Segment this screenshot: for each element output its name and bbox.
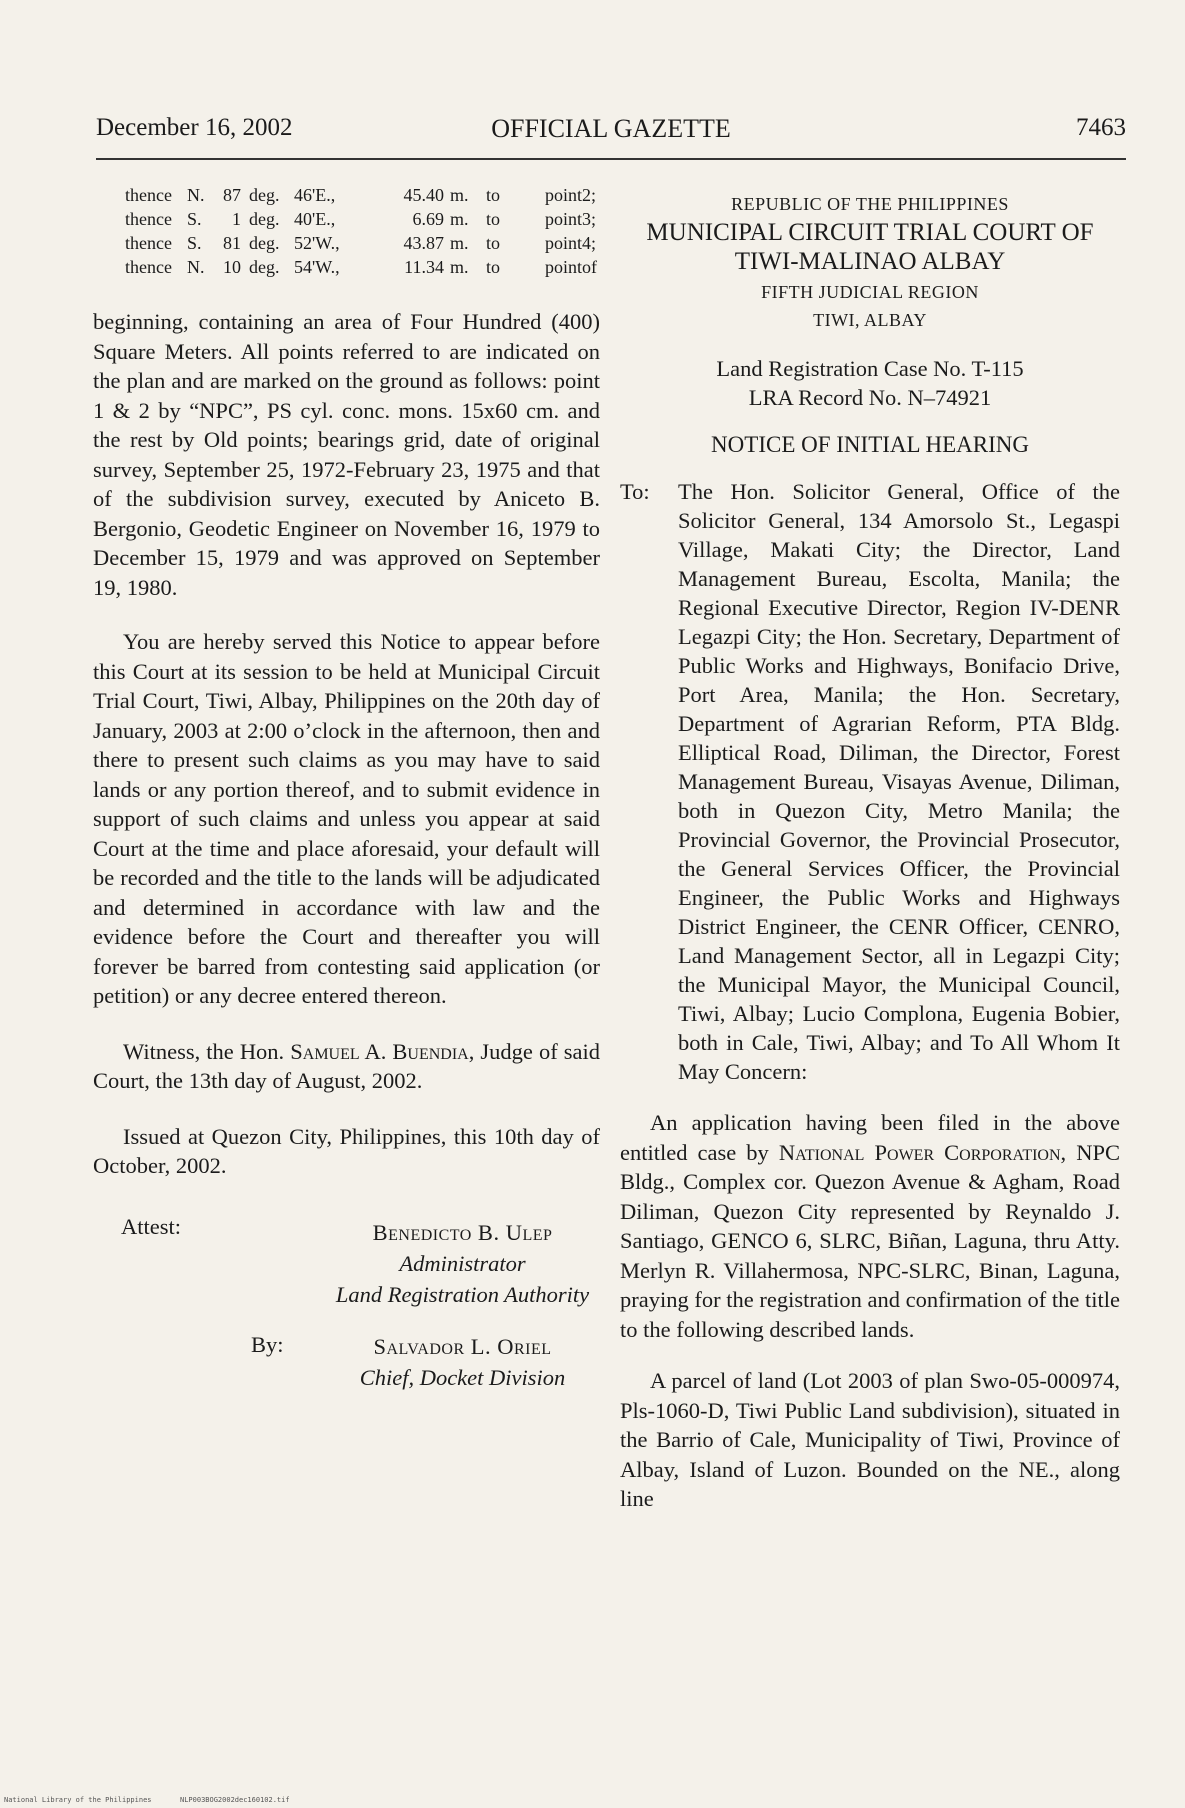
bearing-cell: 2; (582, 185, 597, 205)
bearing-cell: 10 (223, 257, 241, 277)
right-column (620, 190, 1120, 1514)
page-header (96, 108, 1126, 152)
bearing-cell: m. (450, 185, 469, 205)
bearing-cell: to (486, 257, 501, 277)
signature-block (93, 1211, 600, 1391)
bearing-cell: 81 (223, 233, 241, 253)
bearing-cell: to (486, 233, 501, 253)
addressees (620, 477, 1120, 1086)
by-name: Salvador L. Oriel (373, 1333, 552, 1359)
bearing-cell: point (544, 209, 582, 229)
header-page-number: 7463 (1076, 114, 1126, 141)
bearing-cell: to (486, 209, 501, 229)
bearing-cell: of (582, 257, 597, 277)
attest-office: Land Registration Authority (335, 1281, 590, 1307)
court-name-line2: TIWI-MALINAO ALBAY (734, 248, 1006, 275)
notice-title: NOTICE OF INITIAL HEARING (711, 432, 1029, 457)
bearing-cell: 3; (582, 209, 597, 229)
bearing-row (125, 255, 597, 279)
bearing-cell: 87 (223, 185, 241, 205)
boundary-description: beginning, containing an area of Four Hundred (400) Square Meters. All points referred to are indicated on the plan and are marked on the ground as follows: point 1 & 2 by “NPC”, PS cyl. conc. mons. 15x60 cm. and the rest by Old points; bearings grid, date of original survey, September 25, 1972-February 23, 1975 and that of the subdivision survey, executed by Aniceto B. Bergonio, Geodetic Engineer on November 16, 1979 to December 15, 1979 and was approved on September 19, 1980. (93, 309, 600, 600)
left-column (93, 183, 600, 1391)
witness-suffix: , Judge of said Court, the 13th day of August, 2002. (93, 1038, 601, 1093)
bearing-cell: N. (187, 185, 205, 205)
bearing-cell: 54'W., (294, 257, 340, 277)
bearing-cell: thence (125, 209, 172, 229)
file-watermark: NLP003BOG2002dec160102.tif (180, 1796, 290, 1804)
header-title: OFFICIAL GAZETTE (491, 114, 731, 143)
bearing-cell: thence (125, 257, 172, 277)
applicant-name: National Power Corporation (778, 1139, 1061, 1165)
library-watermark: National Library of the Philippines (4, 1796, 152, 1804)
bearing-cell: thence (125, 185, 172, 205)
republic-line: REPUBLIC OF THE PHILIPPINES (731, 194, 1009, 214)
lra-record-number: LRA Record No. N–74921 (748, 385, 992, 410)
witness-paragraph (93, 1037, 600, 1096)
bearing-cell: S. (187, 233, 202, 253)
addressee-list: The Hon. Solicitor General, Office of the Solicitor General, 134 Amorsolo St., Legaspi Village, Makati City; the Director, Land Management Bureau, Escolta, Manila; the Regional Executive Director, Region IV-DENR Legazpi City; the Hon. Secretary, Department of Public Works and Highways, Bonifacio Drive, Port Area, Manila; the Hon. Secretary, Department of Agrarian Reform, PTA Bldg. Elliptical Road, Diliman, the Director, Forest Management Bureau, Visayas Avenue, Diliman, both in Quezon City, Metro Manila; the Provincial Governor, the Provincial Prosecutor, the General Services Officer, the Provincial Engineer, the Public Works and Highways District Engineer, the CENR Officer, CENRO, Land Management Sector, all in Legazpi City; the Municipal Mayor, the Municipal Council, Tiwi, Albay; Lucio Complona, Eugenia Bobier, both in Cale, Tiwi, Albay; and To All Whom It May Concern: (678, 479, 1120, 1084)
application-suffix: , NPC Bldg., Complex cor. Quezon Avenue & Agham, Road Diliman, Quezon City represented by Reynaldo J. Santiago, GENCO 6, SLRC, Biñan, Laguna, thru Atty. Merlyn R. Villahermosa, NPC-SLRC, Binan, Laguna, praying for the registration and confirmation of the title to the following described lands. (620, 1139, 1120, 1342)
attest-name: Benedicto B. Ulep (372, 1219, 553, 1245)
bearing-cell: thence (125, 233, 172, 253)
witness-judge-name: Samuel A. Buendia (290, 1038, 469, 1064)
bearing-cell: point (544, 233, 582, 253)
to-label: To: (620, 479, 650, 504)
bearing-cell: to (486, 185, 501, 205)
bearing-cell: point (544, 185, 582, 205)
bearing-cell: 11.34 (404, 257, 444, 277)
bearing-cell: m. (450, 233, 469, 253)
bearing-row (125, 183, 597, 207)
application-prefix: An application having been filed in the above entitled case by (620, 1110, 1120, 1165)
attest-title: Administrator (399, 1250, 526, 1276)
attest-label: Attest: (121, 1213, 181, 1239)
bearing-cell: deg. (249, 257, 280, 277)
bearing-cell: m. (450, 257, 469, 277)
header-date: December 16, 2002 (96, 114, 293, 141)
bearing-cell: deg. (249, 185, 280, 205)
bearing-cell: N. (187, 257, 205, 277)
header-rule (96, 158, 1126, 160)
bearing-cell: 52'W., (294, 233, 340, 253)
bearing-cell: 43.87 (403, 233, 444, 253)
notice-paragraph: You are hereby served this Notice to appear before this Court at its session to be held at Municipal Circuit Trial Court, Tiwi, Albay, Philippines on the 20th day of January, 2003 at 2:00 o’clock in the afternoon, then and there to present such claims as you may have to said lands or any portion thereof, and to submit evidence in support of such claims and unless you appear at said Court at the time and place aforesaid, your default will be recorded and the title to the lands will be adjudicated and determined in accordance with law and the evidence before the Court and thereafter you will forever be barred from contesting said application (or petition) or any decree entered thereon. (93, 629, 600, 1008)
bearing-cell: 1 (232, 209, 241, 229)
bearing-cell: point (544, 257, 582, 277)
bearing-cell: 40'E., (294, 209, 336, 229)
bearing-cell: 6.69 (412, 209, 444, 229)
judicial-region: FIFTH JUDICIAL REGION (761, 282, 979, 302)
by-label: By: (251, 1331, 284, 1357)
bearing-row (125, 231, 597, 255)
bearing-row (125, 207, 597, 231)
bearing-cell: S. (187, 209, 202, 229)
case-number: Land Registration Case No. T-115 (716, 356, 1024, 381)
court-name-line1: MUNICIPAL CIRCUIT TRIAL COURT OF (646, 219, 1094, 246)
bearing-cell: deg. (249, 233, 280, 253)
bearing-cell: 46'E., (294, 185, 336, 205)
witness-prefix: Witness, the Hon. (123, 1038, 291, 1064)
parcel-paragraph: A parcel of land (Lot 2003 of plan Swo-05-000974, Pls-1060-D, Tiwi Public Land subdivision), situated in the Barrio of Cale, Municipality of Tiwi, Province of Albay, Island of Luzon. Bounded on the NE., along line (620, 1368, 1120, 1511)
application-paragraph (620, 1108, 1120, 1344)
court-location: TIWI, ALBAY (813, 310, 927, 330)
by-title: Chief, Docket Division (359, 1364, 566, 1390)
bearing-cell: 45.40 (403, 185, 444, 205)
issued-paragraph: Issued at Quezon City, Philippines, this 10th day of October, 2002. (93, 1123, 600, 1178)
bearings-table (125, 183, 597, 279)
bearing-cell: deg. (249, 209, 280, 229)
bearing-cell: m. (450, 209, 469, 229)
bearing-cell: 4; (582, 233, 597, 253)
